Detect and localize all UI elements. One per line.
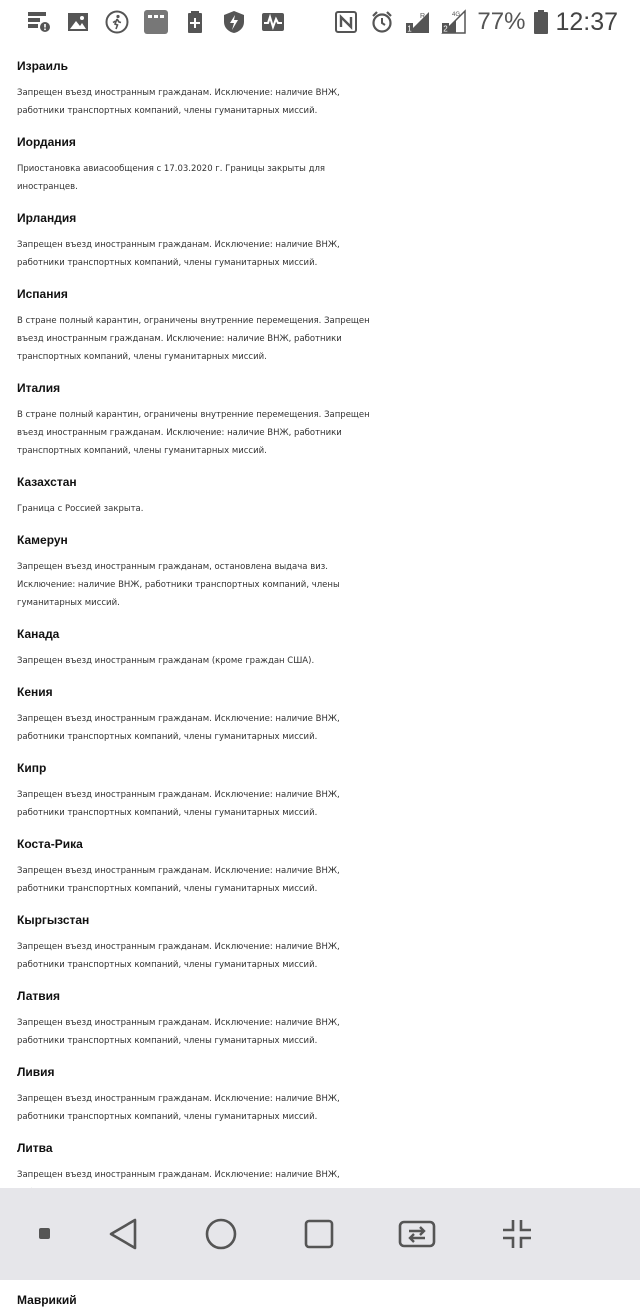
pedometer-icon bbox=[104, 9, 130, 35]
list-item bbox=[17, 837, 623, 898]
svg-text:2: 2 bbox=[443, 24, 449, 34]
dot-icon[interactable] bbox=[25, 1214, 65, 1254]
country-description: Граница с Россией закрыта. bbox=[17, 504, 144, 514]
country-name: Израиль bbox=[17, 59, 68, 73]
recents-icon[interactable] bbox=[299, 1214, 339, 1254]
list-item bbox=[17, 533, 623, 612]
country-description: Запрещен въезд иностранным гражданам. Исключение: наличие ВНЖ, работники транспортных компаний, члены гуманитарных миссий. bbox=[17, 866, 340, 894]
list-item bbox=[17, 913, 623, 974]
list-item bbox=[17, 381, 623, 460]
country-name: Кыргызстан bbox=[17, 913, 90, 927]
country-name: Канада bbox=[17, 627, 60, 641]
battery-icon bbox=[533, 9, 549, 35]
country-description: Запрещен въезд иностранным гражданам. Исключение: наличие ВНЖ, работники транспортных компаний, члены гуманитарных миссий. bbox=[17, 790, 340, 818]
country-name: Кения bbox=[17, 685, 53, 699]
country-name: Иордания bbox=[17, 135, 76, 149]
country-description: Запрещен въезд иностранным гражданам. Исключение: наличие ВНЖ, работники транспортных компаний, члены гуманитарных миссий. bbox=[17, 1094, 340, 1122]
country-name: Ирландия bbox=[17, 211, 77, 225]
nfc-icon bbox=[333, 9, 359, 35]
image-icon bbox=[65, 9, 91, 35]
list-item bbox=[17, 1065, 623, 1126]
country-description: Запрещен въезд иностранным гражданам. Исключение: наличие ВНЖ, работники транспортных компаний, члены гуманитарных миссий. bbox=[17, 240, 340, 268]
list-item bbox=[17, 1293, 623, 1307]
list-item bbox=[17, 287, 623, 366]
list-item bbox=[17, 475, 623, 518]
back-icon[interactable] bbox=[103, 1214, 143, 1254]
list-item bbox=[17, 989, 623, 1050]
list-item bbox=[17, 211, 623, 272]
country-name: Камерун bbox=[17, 533, 68, 547]
status-bar bbox=[0, 0, 640, 44]
collapse-icon[interactable] bbox=[497, 1214, 537, 1254]
country-description: Приостановка авиасообщения с 17.03.2020 г. Границы закрыты для иностранцев. bbox=[17, 164, 325, 192]
svg-text:4G: 4G bbox=[452, 12, 461, 18]
list-item bbox=[17, 627, 623, 670]
country-name: Италия bbox=[17, 381, 61, 395]
clock: 12:37 bbox=[555, 7, 618, 36]
country-name: Кипр bbox=[17, 761, 47, 775]
app-grid-icon bbox=[143, 9, 169, 35]
list-item bbox=[17, 59, 623, 120]
status-left-icons bbox=[26, 9, 299, 35]
country-description: В стране полный карантин, ограничены внутренние перемещения. Запрещен въезд иностранным гражданам. Исключение: наличие ВНЖ, работники транспортных компаний, члены гуманитарных миссий. bbox=[17, 316, 370, 362]
home-icon[interactable] bbox=[201, 1214, 241, 1254]
country-list bbox=[0, 44, 640, 1307]
battery-percentage: 77% bbox=[477, 8, 526, 35]
country-description: Запрещен въезд иностранным гражданам. Исключение: наличие ВНЖ, работники транспортных компаний, члены гуманитарных миссий. bbox=[17, 942, 340, 970]
country-name: Литва bbox=[17, 1141, 53, 1155]
country-description: В стране полный карантин, ограничены внутренние перемещения. Запрещен въезд иностранным гражданам. Исключение: наличие ВНЖ, работники транспортных компаний, члены гуманитарных миссий. bbox=[17, 410, 370, 456]
country-description: Запрещен въезд иностранным гражданам, остановлена выдача виз. Исключение: наличие ВНЖ, работники транспортных компаний, члены гуманитарных миссий. bbox=[17, 562, 340, 608]
country-name: Ливия bbox=[17, 1065, 55, 1079]
list-item bbox=[17, 135, 623, 196]
signal-4g-icon bbox=[441, 9, 467, 35]
notification-app-icon bbox=[26, 9, 52, 35]
country-name: Казахстан bbox=[17, 475, 77, 489]
country-name: Латвия bbox=[17, 989, 61, 1003]
list-item bbox=[17, 761, 623, 822]
country-description: Запрещен въезд иностранным гражданам. Исключение: наличие ВНЖ, работники транспортных компаний, члены гуманитарных миссий. bbox=[17, 88, 340, 116]
country-description: Запрещен въезд иностранным гражданам. Исключение: наличие ВНЖ, bbox=[17, 1170, 340, 1180]
navigation-bar bbox=[0, 1188, 640, 1280]
svg-text:R: R bbox=[420, 13, 426, 20]
country-description: Запрещен въезд иностранным гражданам. Исключение: наличие ВНЖ, работники транспортных компаний, члены гуманитарных миссий. bbox=[17, 1018, 340, 1046]
country-description: Запрещен въезд иностранным гражданам. Исключение: наличие ВНЖ, работники транспортных компаний, члены гуманитарных миссий. bbox=[17, 714, 340, 742]
battery-plus-icon bbox=[182, 9, 208, 35]
country-name: Коста-Рика bbox=[17, 837, 83, 851]
svg-text:1: 1 bbox=[407, 24, 413, 34]
country-name: Испания bbox=[17, 287, 68, 301]
country-name: Маврикий bbox=[17, 1293, 77, 1307]
signal-icon bbox=[405, 9, 431, 35]
activity-chart-icon bbox=[260, 9, 286, 35]
country-description: Запрещен въезд иностранным гражданам (кроме граждан США). bbox=[17, 656, 315, 666]
status-right-icons bbox=[333, 8, 618, 37]
shield-bolt-icon bbox=[221, 9, 247, 35]
list-item bbox=[17, 685, 623, 746]
switch-app-icon[interactable] bbox=[397, 1214, 437, 1254]
alarm-icon bbox=[369, 9, 395, 35]
